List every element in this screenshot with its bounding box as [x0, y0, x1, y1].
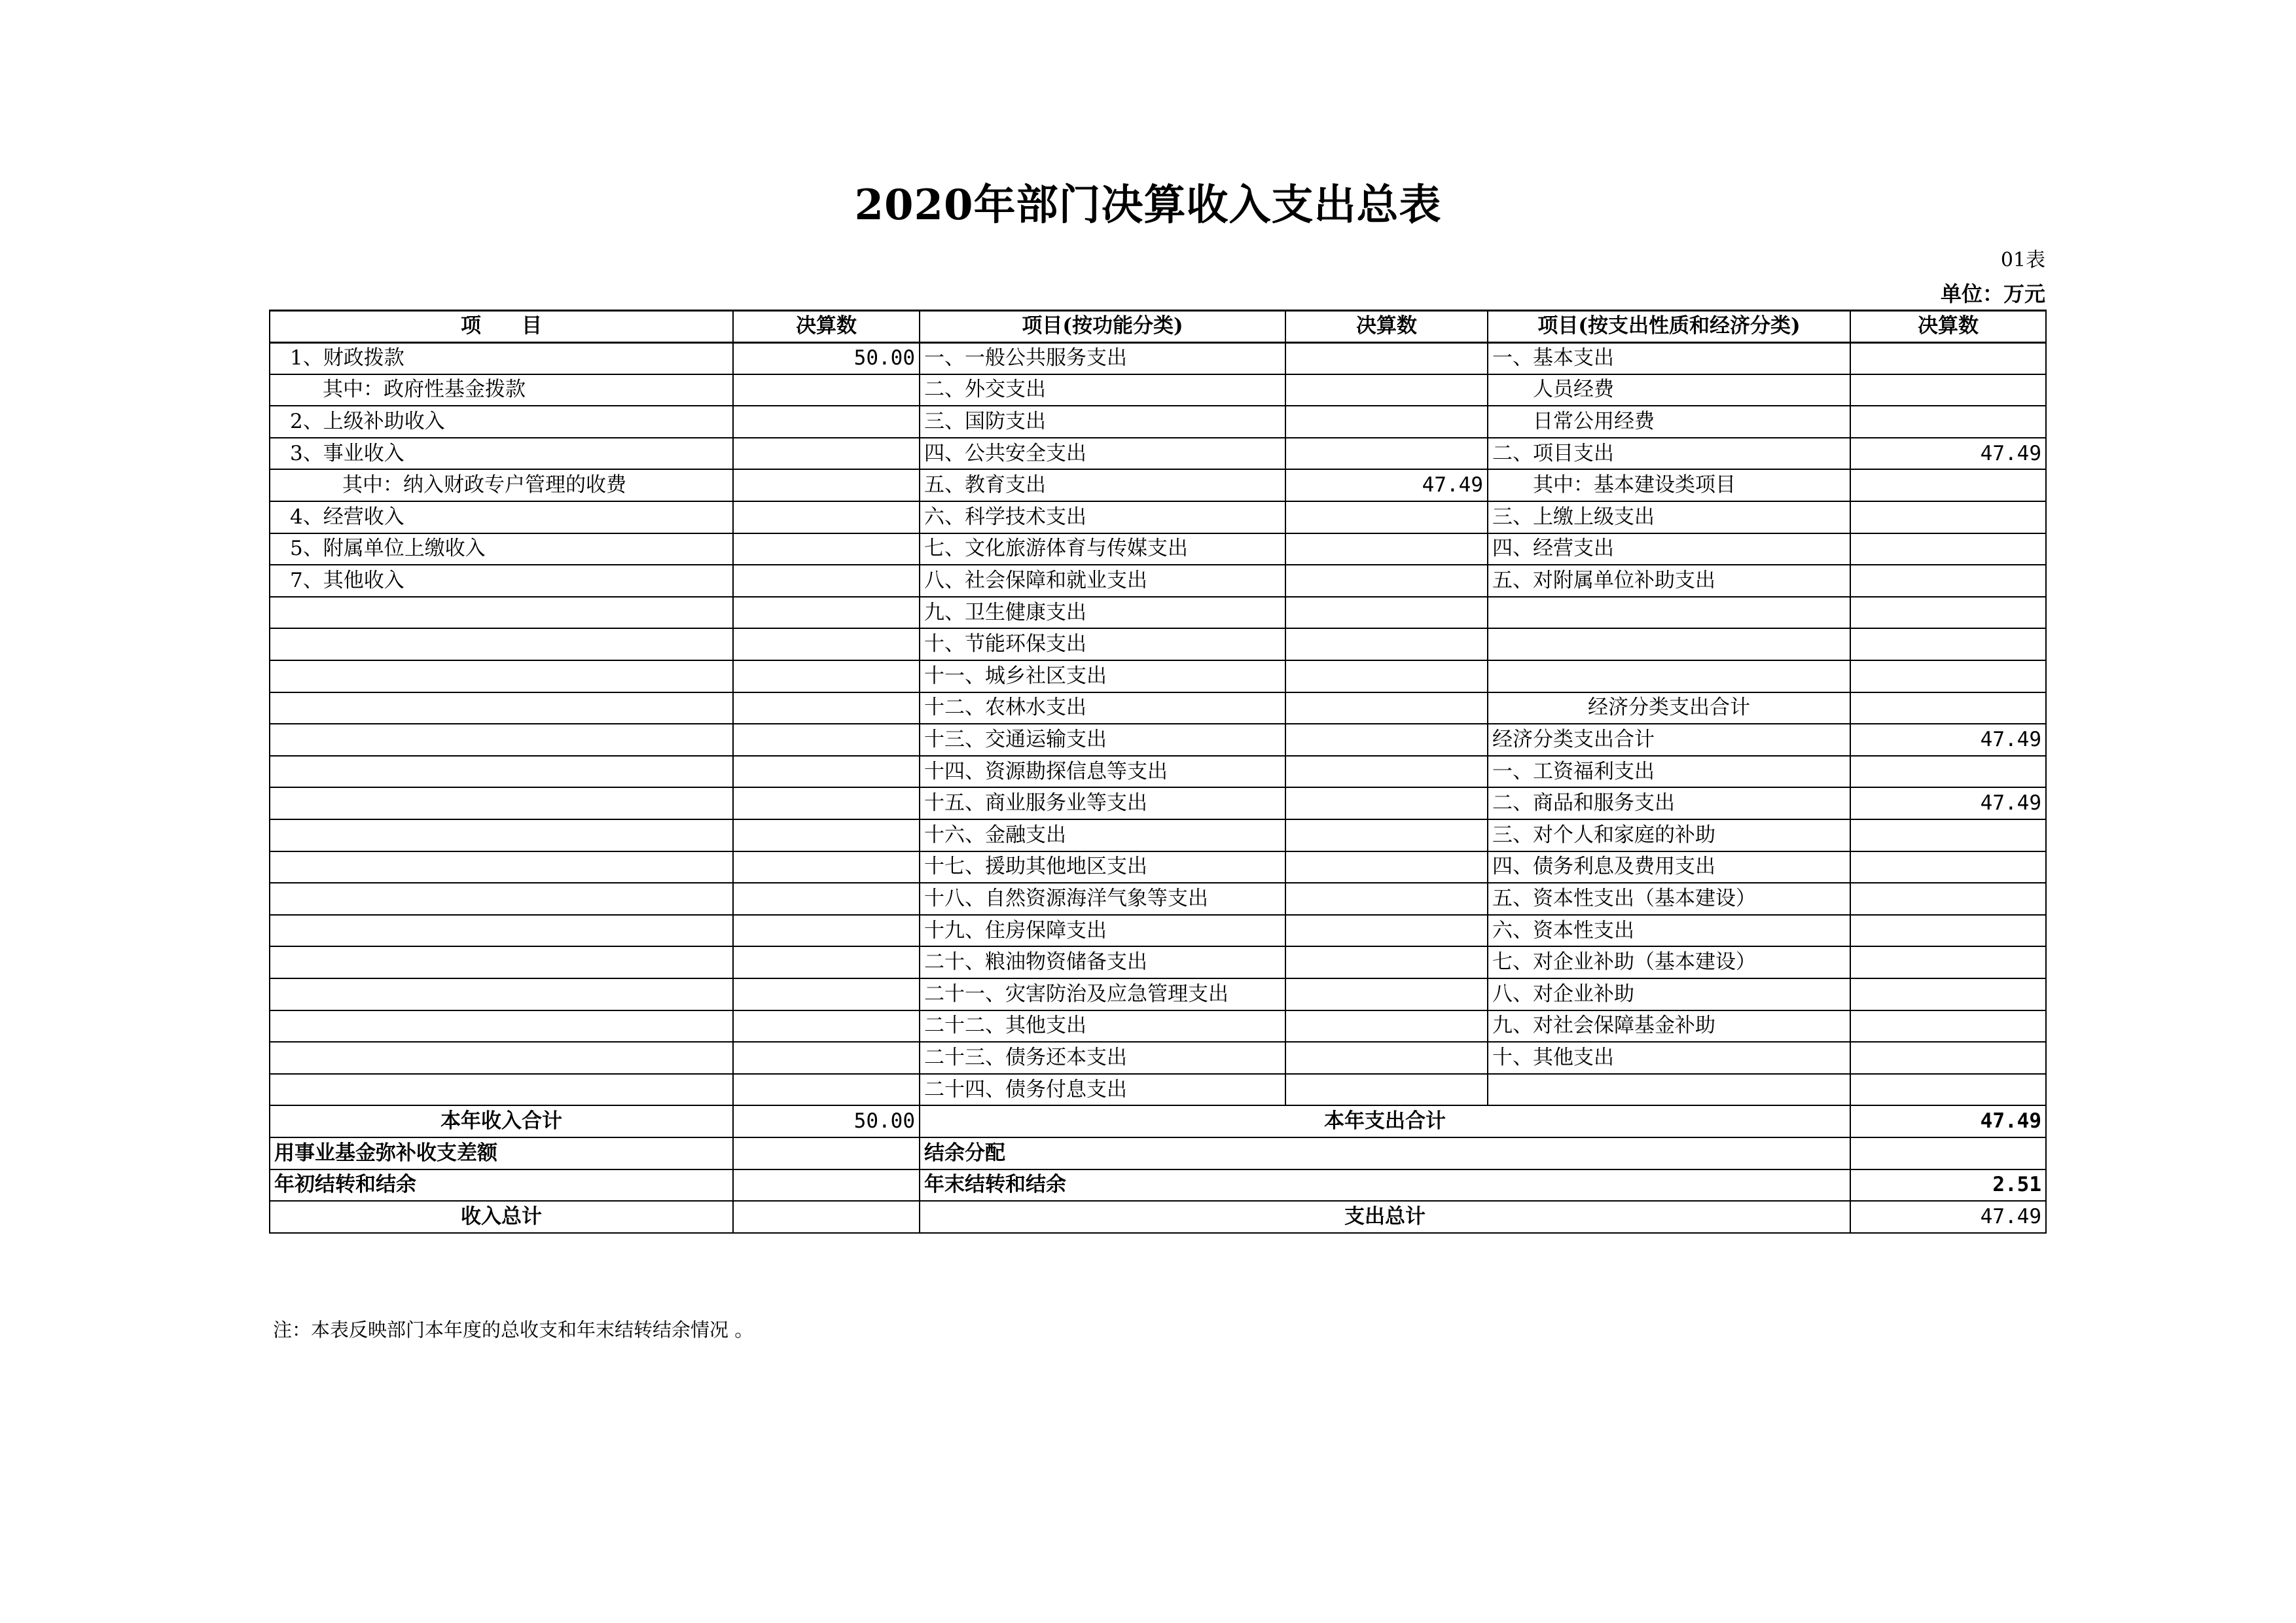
functional-amount — [1285, 756, 1488, 788]
table-row — [270, 946, 2046, 978]
economic-item — [1488, 597, 1850, 629]
economic-item: 九、对社会保障基金补助 — [1488, 1010, 1850, 1043]
income-item — [270, 597, 733, 629]
income-amount — [733, 597, 920, 629]
table-row — [270, 660, 2046, 692]
income-item: 2、上级补助收入 — [270, 406, 733, 438]
income-amount — [733, 501, 920, 533]
economic-amount — [1850, 533, 2046, 565]
income-amount — [733, 724, 920, 756]
fund-gap-value — [733, 1137, 920, 1169]
functional-item: 三、国防支出 — [920, 406, 1285, 438]
income-amount — [733, 565, 920, 597]
functional-amount — [1285, 565, 1488, 597]
income-amount — [733, 1010, 920, 1043]
table-row — [270, 1042, 2046, 1074]
table-row — [270, 533, 2046, 565]
economic-amount — [1850, 1042, 2046, 1074]
begin-balance-label: 年初结转和结余 — [270, 1169, 733, 1202]
income-amount — [733, 469, 920, 501]
functional-amount — [1285, 597, 1488, 629]
economic-amount — [1850, 628, 2046, 660]
income-item — [270, 883, 733, 915]
table-row — [270, 406, 2046, 438]
functional-item: 四、公共安全支出 — [920, 438, 1285, 470]
income-item: 其中：政府性基金拨款 — [270, 374, 733, 406]
balance-row — [270, 1169, 2046, 1202]
header-amount: 决算数 — [1285, 311, 1488, 343]
table-row — [270, 597, 2046, 629]
table-row — [270, 501, 2046, 533]
functional-amount — [1285, 915, 1488, 947]
year-total-row — [270, 1105, 2046, 1137]
economic-amount — [1850, 1010, 2046, 1043]
income-amount — [733, 438, 920, 470]
economic-amount — [1850, 374, 2046, 406]
functional-amount — [1285, 628, 1488, 660]
income-item — [270, 978, 733, 1010]
economic-item: 经济分类支出合计 — [1488, 724, 1850, 756]
end-balance-label: 年末结转和结余 — [920, 1169, 1850, 1202]
economic-item: 三、对个人和家庭的补助 — [1488, 819, 1850, 851]
economic-amount — [1850, 501, 2046, 533]
functional-item: 八、社会保障和就业支出 — [920, 565, 1285, 597]
functional-item: 九、卫生健康支出 — [920, 597, 1285, 629]
grand-expense-value: 47.49 — [1850, 1201, 2046, 1233]
table-row — [270, 565, 2046, 597]
table-row — [270, 342, 2046, 374]
income-amount — [733, 978, 920, 1010]
income-amount — [733, 756, 920, 788]
functional-amount — [1285, 692, 1488, 724]
expense-total-label: 本年支出合计 — [920, 1105, 1850, 1137]
functional-item: 二十三、债务还本支出 — [920, 1042, 1285, 1074]
income-item — [270, 915, 733, 947]
income-item — [270, 756, 733, 788]
fund-gap-label: 用事业基金弥补收支差额 — [270, 1137, 733, 1169]
unit-label: 单位：万元 — [1940, 281, 2045, 306]
income-amount — [733, 692, 920, 724]
income-item: 4、经营收入 — [270, 501, 733, 533]
page-title: 2020年部门决算收入支出总表 — [854, 181, 1442, 230]
income-amount — [733, 883, 920, 915]
functional-item: 二十二、其他支出 — [920, 1010, 1285, 1043]
income-amount: 50.00 — [733, 342, 920, 374]
economic-amount — [1850, 597, 2046, 629]
economic-amount — [1850, 819, 2046, 851]
income-amount — [733, 946, 920, 978]
income-item — [270, 946, 733, 978]
economic-amount — [1850, 692, 2046, 724]
economic-amount — [1850, 565, 2046, 597]
functional-item: 十一、城乡社区支出 — [920, 660, 1285, 692]
functional-item: 二、外交支出 — [920, 374, 1285, 406]
header-amount: 决算数 — [1850, 311, 2046, 343]
economic-amount — [1850, 1074, 2046, 1106]
economic-amount — [1850, 883, 2046, 915]
income-item — [270, 819, 733, 851]
functional-amount — [1285, 374, 1488, 406]
economic-amount: 47.49 — [1850, 787, 2046, 819]
income-item: 1、财政拨款 — [270, 342, 733, 374]
economic-item: 五、对附属单位补助支出 — [1488, 565, 1850, 597]
functional-amount — [1285, 819, 1488, 851]
economic-item: 一、工资福利支出 — [1488, 756, 1850, 788]
income-item: 5、附属单位上缴收入 — [270, 533, 733, 565]
functional-item: 二十一、灾害防治及应急管理支出 — [920, 978, 1285, 1010]
table-header-row — [270, 311, 2046, 343]
income-item: 其中：纳入财政专户管理的收费 — [270, 469, 733, 501]
income-item: 7、其他收入 — [270, 565, 733, 597]
table-row — [270, 628, 2046, 660]
functional-amount — [1285, 1010, 1488, 1043]
table-row — [270, 374, 2046, 406]
fund-gap-row — [270, 1137, 2046, 1169]
functional-amount — [1285, 787, 1488, 819]
income-amount — [733, 660, 920, 692]
table-number: 01表 — [2000, 249, 2045, 272]
table-row — [270, 724, 2046, 756]
functional-item: 十、节能环保支出 — [920, 628, 1285, 660]
functional-item: 七、文化旅游体育与传媒支出 — [920, 533, 1285, 565]
surplus-distribution-label: 结余分配 — [920, 1137, 1850, 1169]
header-amount: 决算数 — [733, 311, 920, 343]
functional-item: 十九、住房保障支出 — [920, 915, 1285, 947]
functional-item: 十五、商业服务业等支出 — [920, 787, 1285, 819]
functional-item: 六、科学技术支出 — [920, 501, 1285, 533]
income-amount — [733, 1074, 920, 1106]
economic-amount: 47.49 — [1850, 438, 2046, 470]
income-amount — [733, 851, 920, 883]
economic-item: 四、债务利息及费用支出 — [1488, 851, 1850, 883]
economic-item: 日常公用经费 — [1488, 406, 1850, 438]
income-amount — [733, 915, 920, 947]
functional-amount — [1285, 978, 1488, 1010]
income-total-label: 本年收入合计 — [270, 1105, 733, 1137]
table-row — [270, 978, 2046, 1010]
economic-amount — [1850, 342, 2046, 374]
income-item — [270, 724, 733, 756]
economic-item — [1488, 660, 1850, 692]
income-amount — [733, 533, 920, 565]
header-item: 项 目 — [270, 311, 733, 343]
functional-amount — [1285, 438, 1488, 470]
functional-amount — [1285, 883, 1488, 915]
economic-item — [1488, 1074, 1850, 1106]
economic-item: 二、项目支出 — [1488, 438, 1850, 470]
table-row — [270, 756, 2046, 788]
income-amount — [733, 406, 920, 438]
economic-item: 七、对企业补助（基本建设） — [1488, 946, 1850, 978]
table-row — [270, 819, 2046, 851]
functional-item: 十七、援助其他地区支出 — [920, 851, 1285, 883]
income-item — [270, 787, 733, 819]
income-expense-table — [269, 310, 2047, 1234]
grand-income-value — [733, 1201, 920, 1233]
economic-item: 五、资本性支出（基本建设） — [1488, 883, 1850, 915]
functional-item: 二十、粮油物资储备支出 — [920, 946, 1285, 978]
income-item — [270, 660, 733, 692]
table-row — [270, 787, 2046, 819]
functional-amount — [1285, 724, 1488, 756]
income-item — [270, 1074, 733, 1106]
table-row — [270, 883, 2046, 915]
economic-item: 十、其他支出 — [1488, 1042, 1850, 1074]
functional-item: 二十四、债务付息支出 — [920, 1074, 1285, 1106]
economic-amount — [1850, 756, 2046, 788]
economic-item: 二、商品和服务支出 — [1488, 787, 1850, 819]
begin-balance-value — [733, 1169, 920, 1202]
functional-item: 十六、金融支出 — [920, 819, 1285, 851]
functional-amount — [1285, 851, 1488, 883]
functional-amount — [1285, 406, 1488, 438]
functional-amount — [1285, 501, 1488, 533]
economic-item: 一、基本支出 — [1488, 342, 1850, 374]
functional-amount — [1285, 946, 1488, 978]
economic-item: 经济分类支出合计 — [1488, 692, 1850, 724]
economic-item: 其中：基本建设类项目 — [1488, 469, 1850, 501]
income-item: 3、事业收入 — [270, 438, 733, 470]
economic-amount: 47.49 — [1850, 724, 2046, 756]
expense-total-value: 47.49 — [1850, 1105, 2046, 1137]
header-economic-item: 项目(按支出性质和经济分类) — [1488, 311, 1850, 343]
table-row — [270, 1010, 2046, 1043]
table-row — [270, 851, 2046, 883]
functional-amount: 47.49 — [1285, 469, 1488, 501]
economic-item: 人员经费 — [1488, 374, 1850, 406]
income-amount — [733, 787, 920, 819]
end-balance-value: 2.51 — [1850, 1169, 2046, 1202]
functional-item: 五、教育支出 — [920, 469, 1285, 501]
income-amount — [733, 628, 920, 660]
income-item — [270, 628, 733, 660]
economic-amount — [1850, 406, 2046, 438]
economic-item: 四、经营支出 — [1488, 533, 1850, 565]
header-functional-item: 项目(按功能分类) — [920, 311, 1285, 343]
functional-amount — [1285, 1074, 1488, 1106]
functional-amount — [1285, 342, 1488, 374]
income-item — [270, 692, 733, 724]
functional-amount — [1285, 1042, 1488, 1074]
functional-item: 十二、农林水支出 — [920, 692, 1285, 724]
table-row — [270, 438, 2046, 470]
income-amount — [733, 374, 920, 406]
income-amount — [733, 1042, 920, 1074]
income-item — [270, 1042, 733, 1074]
grand-income-label: 收入总计 — [270, 1201, 733, 1233]
table-row — [270, 915, 2046, 947]
functional-item: 一、一般公共服务支出 — [920, 342, 1285, 374]
economic-amount — [1850, 660, 2046, 692]
table-row — [270, 469, 2046, 501]
economic-amount — [1850, 915, 2046, 947]
functional-amount — [1285, 660, 1488, 692]
economic-item: 六、资本性支出 — [1488, 915, 1850, 947]
economic-amount — [1850, 469, 2046, 501]
economic-item: 三、上缴上级支出 — [1488, 501, 1850, 533]
economic-item — [1488, 628, 1850, 660]
functional-item: 十四、资源勘探信息等支出 — [920, 756, 1285, 788]
grand-expense-label: 支出总计 — [920, 1201, 1850, 1233]
economic-item: 八、对企业补助 — [1488, 978, 1850, 1010]
functional-item: 十三、交通运输支出 — [920, 724, 1285, 756]
income-item — [270, 1010, 733, 1043]
income-amount — [733, 819, 920, 851]
economic-amount — [1850, 851, 2046, 883]
functional-item: 十八、自然资源海洋气象等支出 — [920, 883, 1285, 915]
income-total-value: 50.00 — [733, 1105, 920, 1137]
income-item — [270, 851, 733, 883]
surplus-distribution-value — [1850, 1137, 2046, 1169]
economic-amount — [1850, 946, 2046, 978]
table-row — [270, 1074, 2046, 1106]
table-row — [270, 692, 2046, 724]
footnote: 注：本表反映部门本年度的总收支和年末结转结余情况 。 — [273, 1319, 754, 1341]
economic-amount — [1850, 978, 2046, 1010]
functional-amount — [1285, 533, 1488, 565]
grand-total-row — [270, 1201, 2046, 1233]
